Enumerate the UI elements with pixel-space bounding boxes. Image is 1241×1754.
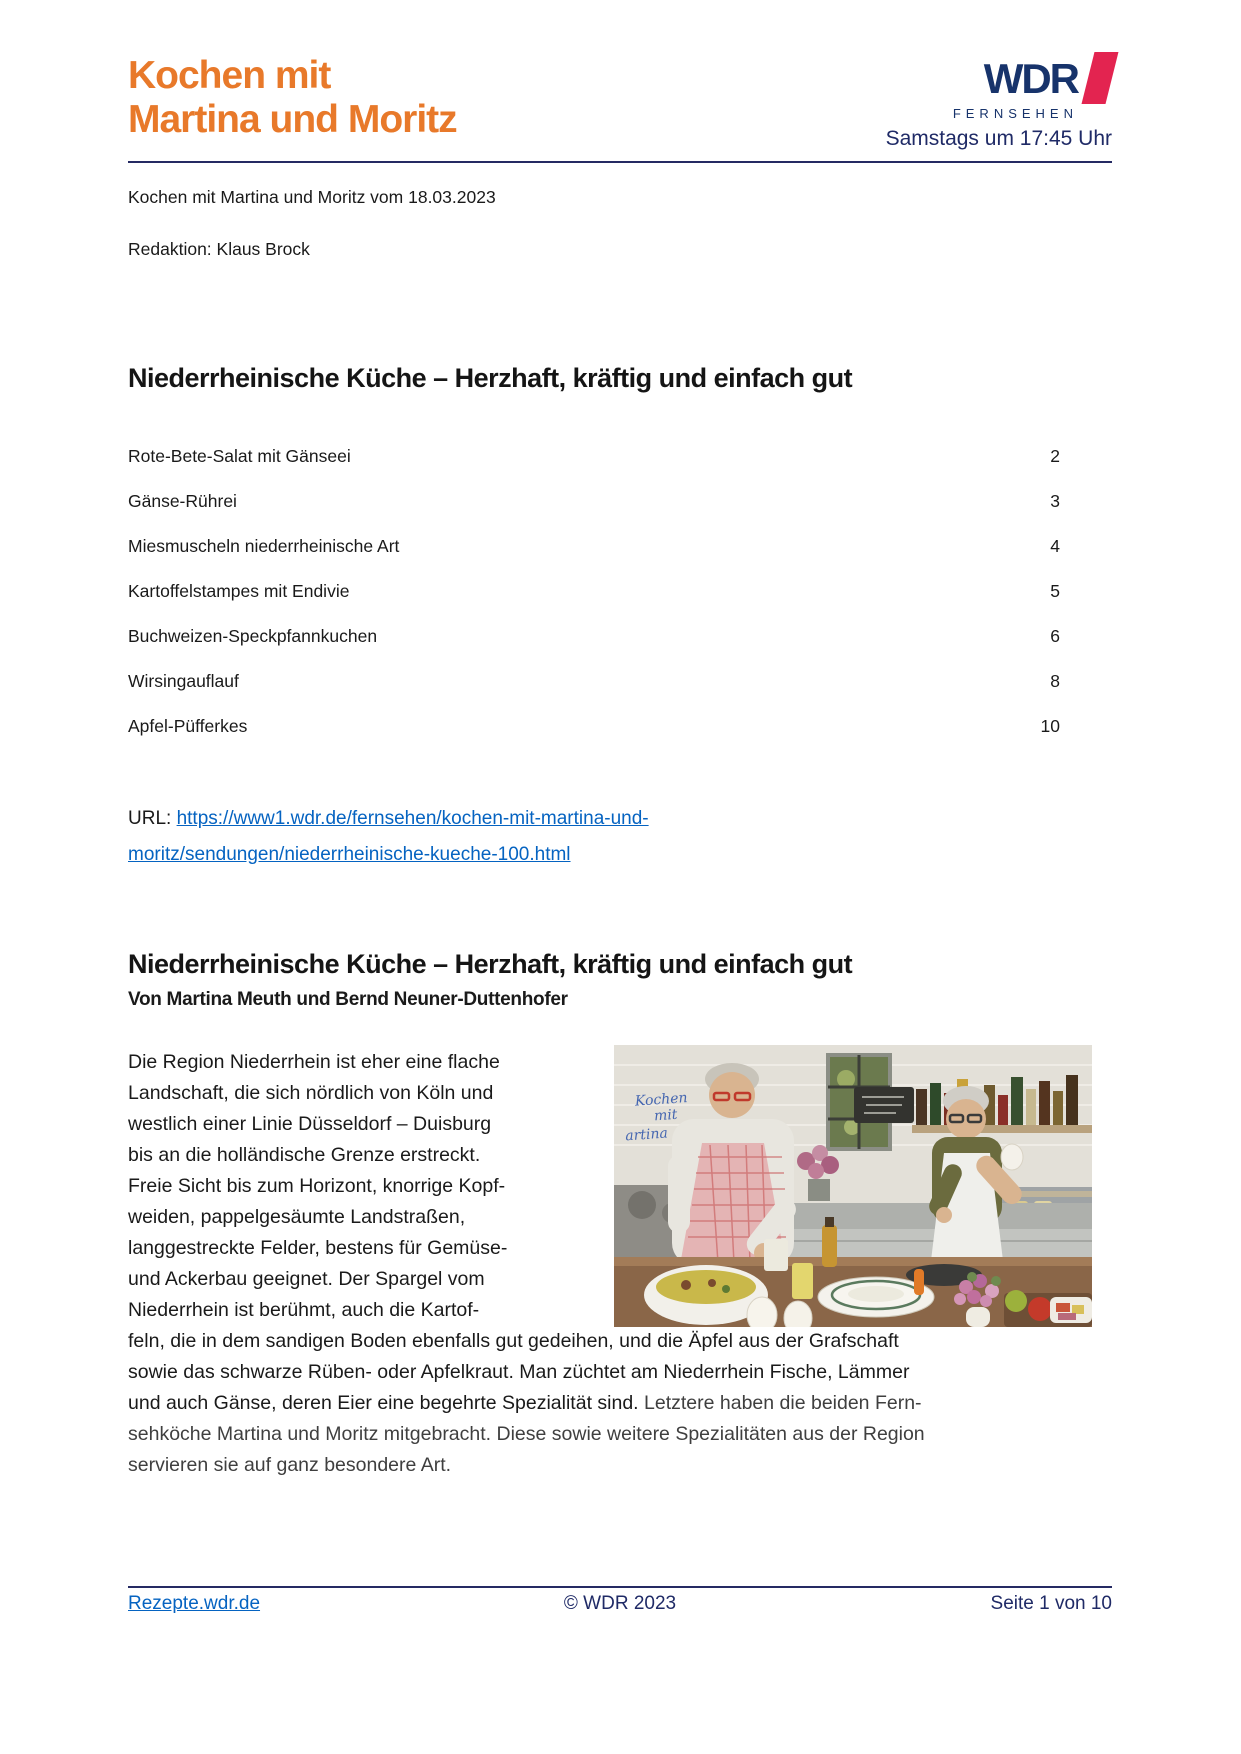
page-header	[128, 54, 1112, 151]
toc-item-label: Kartoffelstampes mit Endivie	[128, 581, 350, 601]
svg-text:Kochen: Kochen	[634, 1090, 689, 1110]
wdr-wordmark: WDR	[983, 55, 1078, 102]
toc-row	[128, 581, 1112, 626]
editor-line: Redaktion: Klaus Brock	[128, 239, 310, 259]
footer-page-indicator: Seite 1 von 10	[990, 1593, 1112, 1614]
show-logo-line1: Kochen mit	[128, 54, 331, 97]
toc-item-label: Wirsingauflauf	[128, 671, 239, 691]
table-of-contents	[128, 446, 1112, 761]
kitchen-photo-illustration	[614, 1045, 1092, 1327]
url-block	[128, 801, 1112, 873]
document-title: Niederrheinische Küche – Herzhaft, kräftig und einfach gut	[128, 363, 853, 393]
svg-text:artina: artina	[624, 1125, 669, 1145]
body-text-line: servieren sie auf ganz besondere Art.	[128, 1454, 452, 1476]
body-text-line: westlich einer Linie Düsseldorf – Duisburg	[128, 1113, 492, 1135]
wdr-logo-block	[886, 54, 1112, 151]
toc-row	[128, 716, 1112, 761]
article-title: Niederrheinische Küche – Herzhaft, kräftig und einfach gut	[128, 949, 853, 979]
body-text-line: Niederrhein ist berühmt, auch die Kartof-	[128, 1299, 480, 1321]
toc-item-page: 3	[1050, 491, 1060, 511]
body-text-line: weiden, pappelgesäumte Landstraßen,	[128, 1206, 466, 1228]
article-paragraph-column	[128, 1047, 614, 1326]
footer-rule	[128, 1586, 1112, 1588]
page-footer	[128, 1586, 1112, 1615]
body-text-line: langgestreckte Felder, bestens für Gemüse-	[128, 1237, 508, 1259]
article-paragraph-full	[128, 1326, 1112, 1481]
toc-item-label: Rote-Bete-Salat mit Gänseei	[128, 446, 351, 466]
body-text-line: feln, die in dem sandigen Boden ebenfalls gut gedeihen, und die Äpfel aus der Grafschaft	[128, 1330, 899, 1352]
body-text-line: und auch Gänse, deren Eier eine begehrte Spezialität sind. Letztere haben die beiden Fern-	[128, 1392, 922, 1414]
toc-item-label: Miesmuscheln niederrheinische Art	[128, 536, 400, 556]
toc-item-page: 4	[1050, 536, 1060, 556]
body-text-line: Landschaft, die sich nördlich von Köln und	[128, 1082, 494, 1104]
wdr-fernsehen-label: FERNSEHEN	[952, 106, 1078, 121]
toc-item-page: 10	[1040, 716, 1060, 736]
toc-row	[128, 491, 1112, 536]
toc-item-page: 2	[1050, 446, 1060, 466]
episode-url-link[interactable]: https://www1.wdr.de/fernsehen/kochen-mit-martina-und- moritz/sendungen/niederrheinische-kueche-100.html	[128, 808, 649, 865]
url-prefix: URL:	[128, 808, 177, 829]
wdr-red-slash-icon	[1082, 52, 1119, 104]
toc-row	[128, 626, 1112, 671]
kitchen-photo	[614, 1045, 1092, 1327]
toc-item-label: Gänse-Rührei	[128, 491, 237, 511]
article-body	[128, 1047, 1112, 1481]
toc-item-page: 8	[1050, 671, 1060, 691]
svg-text:mit: mit	[653, 1106, 678, 1125]
body-text-line: und Ackerbau geeignet. Der Spargel vom	[128, 1268, 485, 1290]
body-text-line: sehköche Martina und Moritz mitgebracht. Diese sowie weitere Spezialitäten aus der Region	[128, 1423, 925, 1445]
footer-site-link[interactable]: Rezepte.wdr.de	[128, 1593, 261, 1614]
show-logo	[128, 54, 457, 142]
show-logo-line2: Martina und Moritz	[128, 98, 457, 142]
toc-row	[128, 536, 1112, 581]
broadcast-schedule: Samstags um 17:45 Uhr	[885, 127, 1112, 150]
episode-line: Kochen mit Martina und Moritz vom 18.03.2023	[128, 187, 496, 207]
footer-copyright: © WDR 2023	[563, 1593, 677, 1614]
toc-item-label: Apfel-Püfferkes	[128, 716, 248, 736]
article-byline: Von Martina Meuth und Bernd Neuner-Duttenhofer	[128, 989, 568, 1010]
header-rule	[128, 161, 1112, 163]
toc-row	[128, 671, 1112, 716]
toc-item-label: Buchweizen-Speckpfannkuchen	[128, 626, 378, 646]
body-text-line: bis an die holländische Grenze erstreckt.	[128, 1144, 481, 1166]
toc-row	[128, 446, 1112, 491]
body-text-line: sowie das schwarze Rüben- oder Apfelkraut. Man züchtet am Niederrhein Fische, Lämmer	[128, 1361, 910, 1383]
body-text-line: Freie Sicht bis zum Horizont, knorrige Kopf-	[128, 1175, 506, 1197]
body-text-line: Die Region Niederrhein ist eher eine flache	[128, 1051, 500, 1073]
toc-item-page: 5	[1050, 581, 1060, 601]
toc-item-page: 6	[1050, 626, 1060, 646]
